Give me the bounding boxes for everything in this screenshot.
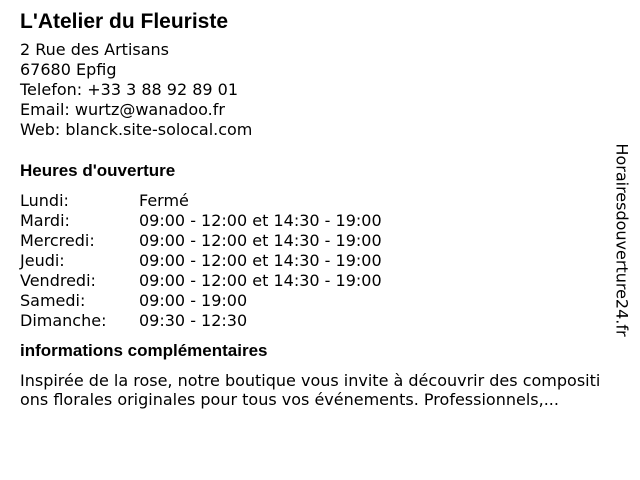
hours-row-saturday xyxy=(20,291,610,311)
time-value: Fermé xyxy=(139,191,189,210)
day-label: Samedi: xyxy=(20,291,86,310)
day-label: Dimanche: xyxy=(20,311,107,330)
hours-row-friday xyxy=(20,271,610,291)
time-value: 09:00 - 12:00 et 14:30 - 19:00 xyxy=(139,251,382,270)
time-value: 09:00 - 19:00 xyxy=(139,291,248,310)
info-heading: informations complémentaires xyxy=(20,341,268,360)
hours-row-thursday xyxy=(20,251,610,271)
address-block xyxy=(20,40,610,140)
info-description: Inspirée de la rose, notre boutique vous invite à découvrir des compositions florales originales pour tous vos événements. Professionnels,... xyxy=(20,371,601,409)
phone-line: Telefon: +33 3 88 92 89 01 xyxy=(20,80,239,99)
day-label: Lundi: xyxy=(20,191,69,210)
hours-row-tuesday xyxy=(20,211,610,231)
address-city: 67680 Epfig xyxy=(20,60,117,79)
hours-row-sunday xyxy=(20,311,610,331)
address-street: 2 Rue des Artisans xyxy=(20,40,170,59)
time-value: 09:00 - 12:00 et 14:30 - 19:00 xyxy=(139,231,382,250)
hours-table xyxy=(20,191,610,331)
day-label: Jeudi: xyxy=(20,251,65,270)
day-label: Mercredi: xyxy=(20,231,95,250)
hours-row-monday xyxy=(20,191,610,211)
business-card xyxy=(20,8,610,409)
brand-watermark: Horairesdouverture24.fr xyxy=(612,143,632,337)
business-name: L'Atelier du Fleuriste xyxy=(20,10,229,33)
web-line: Web: blanck.site-solocal.com xyxy=(20,120,253,139)
time-value: 09:00 - 12:00 et 14:30 - 19:00 xyxy=(139,211,382,230)
hours-row-wednesday xyxy=(20,231,610,251)
day-label: Mardi: xyxy=(20,211,70,230)
email-line: Email: wurtz@wanadoo.fr xyxy=(20,100,225,119)
day-label: Vendredi: xyxy=(20,271,96,290)
time-value: 09:30 - 12:30 xyxy=(139,311,248,330)
time-value: 09:00 - 12:00 et 14:30 - 19:00 xyxy=(139,271,382,290)
hours-heading: Heures d'ouverture xyxy=(20,161,176,180)
